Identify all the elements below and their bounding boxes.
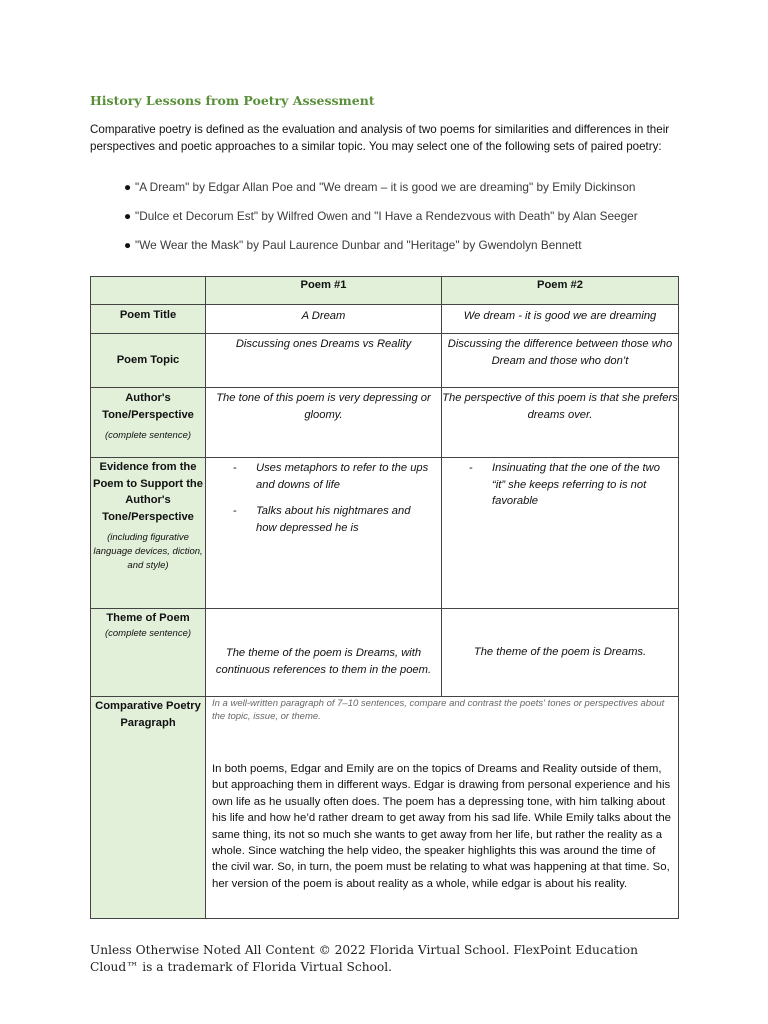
list-item	[124, 208, 638, 237]
header-poem-1: Poem #1	[206, 277, 442, 305]
evidence-text: Talks about his nightmares and how depressed he is	[256, 505, 411, 534]
table-row	[91, 609, 679, 697]
evidence-text: Uses metaphors to refer to the ups and downs of life	[256, 462, 429, 491]
poem1-topic: Discussing ones Dreams vs Reality	[206, 334, 442, 388]
poem-pair-text: "We Wear the Mask" by Paul Laurence Dunbar and "Heritage" by Gwendolyn Bennett	[135, 238, 582, 252]
paragraph-prompt: In a well-written paragraph of 7–10 sentences, compare and contrast the poets' tones or perspectives about the topic, issue, or theme.	[212, 698, 665, 722]
row-label	[91, 609, 206, 697]
evidence-list	[206, 460, 433, 536]
list-item	[206, 503, 433, 536]
table-header-row	[91, 277, 679, 305]
evidence-list	[442, 460, 670, 510]
dash-icon: -	[469, 462, 473, 474]
list-item	[124, 179, 638, 208]
dash-icon: -	[233, 462, 237, 474]
intro-paragraph: Comparative poetry is defined as the evaluation and analysis of two poems for similarities and differences in their perspectives and poetic approaches to a similar topic. You may select one of the following sets of paired poetry:	[90, 123, 670, 153]
copyright-footer: Unless Otherwise Noted All Content © 2022 Florida Virtual School. FlexPoint Education Cloud™ is a trademark of Florida Virtual School.	[90, 943, 638, 974]
list-item	[442, 460, 670, 510]
table-row	[91, 305, 679, 334]
row-label-text: Theme of Poem	[106, 612, 190, 624]
row-label	[91, 388, 206, 458]
comparative-paragraph: In both poems, Edgar and Emily are on the topics of Dreams and Reality outside of them, but approaching them in different ways. Edgar is drawing from personal experience and his own life as he usually often does. The poem has a depressing tone, with him talking about his life and how he’d rather dream to get away from his sad life. While Emily talks about the same thing, its not so much she wants to get away from her life, but rather the reality as a whole. Since watching the help video, the speaker highlights this was around the time of the civil war. So, in turn, the poem must be relating to what was happening at that time. So, her version of the poem is about reality as a whole, while edgar is about his reality.	[212, 763, 672, 890]
document-title: History Lessons from Poetry Assessment	[90, 93, 375, 108]
evidence-text: Insinuating that the one of the two “it” she keeps referring to is not favorable	[492, 462, 660, 507]
table-row	[91, 334, 679, 388]
poem2-theme: The theme of the poem is Dreams.	[442, 609, 679, 697]
poem1-theme: The theme of the poem is Dreams, with continuous references to them in the poem.	[206, 609, 442, 697]
poem1-title: A Dream	[206, 305, 442, 334]
row-label: Poem Title	[91, 305, 206, 334]
bullet-icon: ●	[124, 238, 132, 252]
header-poem-2: Poem #2	[442, 277, 679, 305]
bullet-icon: ●	[124, 209, 132, 223]
table-row	[91, 697, 679, 919]
poem2-evidence	[442, 458, 679, 609]
bullet-icon: ●	[124, 180, 132, 194]
row-label-text: Evidence from the Poem to Support the Author's Tone/Perspective	[92, 461, 203, 523]
list-item	[124, 237, 638, 266]
row-label-hint: (complete sentence)	[104, 430, 192, 441]
dash-icon: -	[233, 505, 237, 517]
list-item	[206, 460, 433, 493]
header-blank	[91, 277, 206, 305]
table-row	[91, 388, 679, 458]
table-row	[91, 458, 679, 609]
poem1-evidence	[206, 458, 442, 609]
poem-pair-text: "A Dream" by Edgar Allan Poe and "We dream – it is good we are dreaming" by Emily Dickinson	[135, 180, 636, 194]
row-label-hint: (including figurative language devices, diction, and style)	[93, 532, 203, 571]
comparative-paragraph-cell	[206, 697, 679, 919]
poem2-title: We dream - it is good we are dreaming	[442, 305, 679, 334]
poem2-topic: Discussing the difference between those who Dream and those who don’t	[442, 334, 679, 388]
poem1-tone: The tone of this poem is very depressing or gloomy.	[206, 388, 442, 458]
comparison-table	[90, 276, 679, 919]
row-label: Comparative Poetry Paragraph	[91, 697, 206, 919]
poem-pair-list	[124, 179, 638, 266]
row-label-hint: (complete sentence)	[104, 627, 192, 639]
row-label: Poem Topic	[91, 334, 206, 388]
poem2-tone: The perspective of this poem is that she prefers dreams over.	[442, 388, 679, 458]
poem-pair-text: "Dulce et Decorum Est" by Wilfred Owen and "I Have a Rendezvous with Death" by Alan Seeger	[135, 209, 638, 223]
row-label	[91, 458, 206, 609]
row-label-text: Author's Tone/Perspective	[102, 392, 194, 421]
